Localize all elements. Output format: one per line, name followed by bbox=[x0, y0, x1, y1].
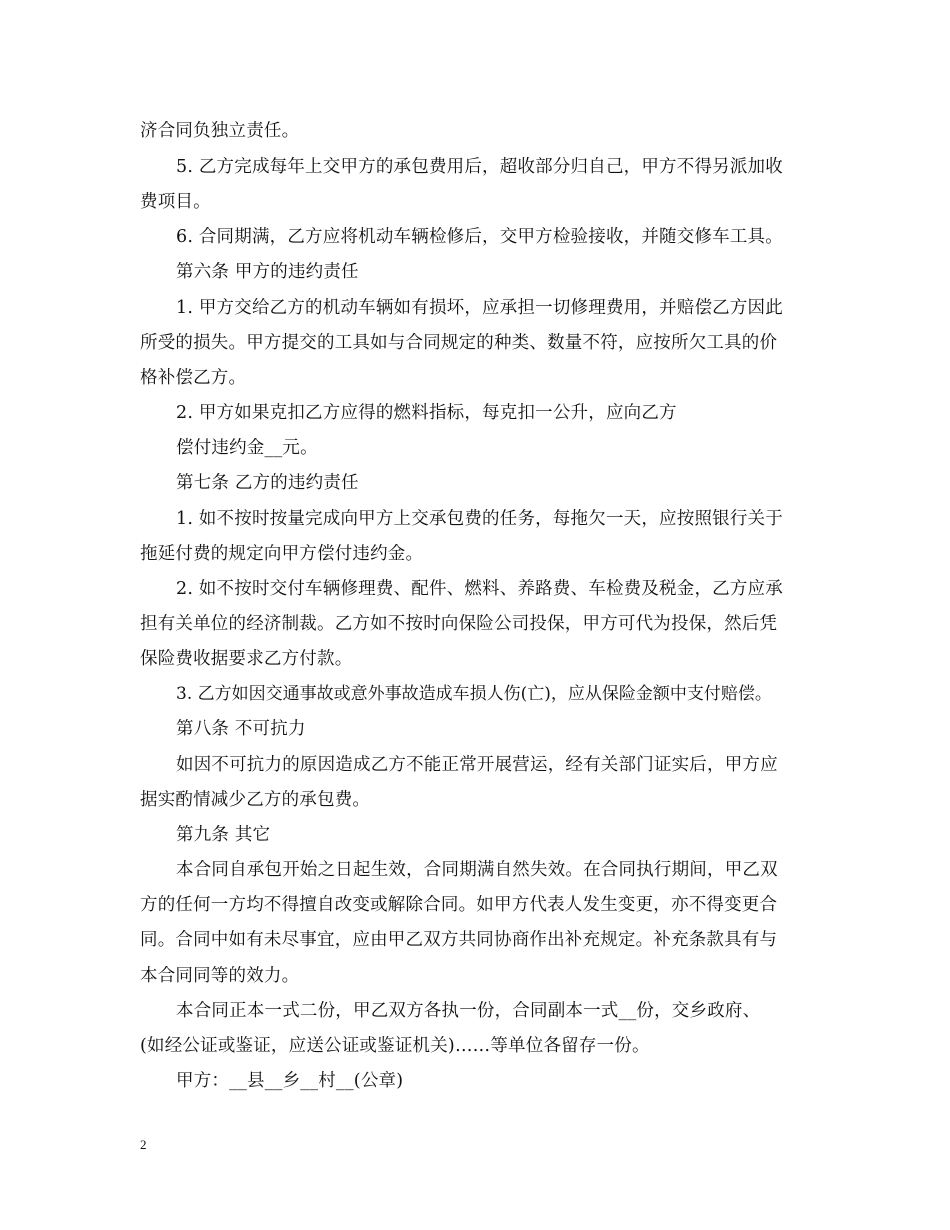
text-line: 担有关单位的经济制裁。乙方如不按时向保险公司投保，甲方可代为投保，然后凭 bbox=[140, 614, 778, 634]
text-line: 如因不可抗力的原因造成乙方不能正常开展营运，经有关部门证实后，甲方应 bbox=[176, 755, 778, 775]
text-line: 本合同正本一式二份，甲乙双方各执一份，合同副本一式__份，交乡政府、 bbox=[176, 1001, 761, 1021]
text-line: 格补偿乙方。 bbox=[140, 368, 247, 388]
text-line: 偿付违约金__元。 bbox=[176, 438, 318, 458]
text-line: 5. 乙方完成每年上交甲方的承包费用后，超收部分归自己，甲方不得另派加收 bbox=[176, 157, 783, 177]
section-heading: 第六条 甲方的违约责任 bbox=[176, 262, 359, 282]
text-line: 方的任何一方均不得擅自改变或解除合同。如甲方代表人发生变更，亦不得变更合 bbox=[140, 895, 778, 915]
text-line: 1. 如不按时按量完成向甲方上交承包费的任务，每拖欠一天，应按照银行关于 bbox=[176, 509, 783, 529]
text-line: 据实酌情减少乙方的承包费。 bbox=[140, 790, 371, 810]
text-line: 1. 甲方交给乙方的机动车辆如有损坏，应承担一切修理费用，并赔偿乙方因此 bbox=[176, 298, 783, 318]
text-line: 3. 乙方如因交通事故或意外事故造成车损人伤(亡)，应从保险金额中支付赔偿。 bbox=[176, 684, 772, 704]
text-line: 济合同负独立责任。 bbox=[140, 121, 300, 141]
text-line: 本合同同等的效力。 bbox=[140, 966, 300, 986]
section-heading: 第九条 其它 bbox=[176, 825, 271, 845]
text-line: 保险费收据要求乙方付款。 bbox=[140, 649, 353, 669]
text-line: 同。合同中如有未尽事宜，应由甲乙双方共同协商作出补充规定。补充条款具有与 bbox=[140, 930, 778, 950]
page-number: 2 bbox=[140, 1137, 147, 1152]
text-line: 本合同自承包开始之日起生效，合同期满自然失效。在合同执行期间，甲乙双 bbox=[176, 860, 778, 880]
text-line: (如经公证或鉴证，应送公证或鉴证机关)……等单位各留存一份。 bbox=[140, 1036, 650, 1056]
text-line: 费项目。 bbox=[140, 192, 211, 212]
text-line: 6. 合同期满，乙方应将机动车辆检修后，交甲方检验接收，并随交修车工具。 bbox=[176, 227, 783, 247]
section-heading: 第七条 乙方的违约责任 bbox=[176, 473, 359, 493]
text-line: 拖延付费的规定向甲方偿付违约金。 bbox=[140, 544, 424, 564]
text-line: 所受的损失。甲方提交的工具如与合同规定的种类、数量不符，应按所欠工具的价 bbox=[140, 333, 778, 353]
signature-line: 甲方：__县__乡__村__(公章) bbox=[176, 1071, 404, 1091]
section-heading: 第八条 不可抗力 bbox=[176, 719, 306, 739]
text-line: 2. 如不按时交付车辆修理费、配件、燃料、养路费、车检费及税金，乙方应承 bbox=[176, 579, 783, 599]
text-line: 2. 甲方如果克扣乙方应得的燃料指标，每克扣一公升，应向乙方 bbox=[176, 403, 677, 423]
